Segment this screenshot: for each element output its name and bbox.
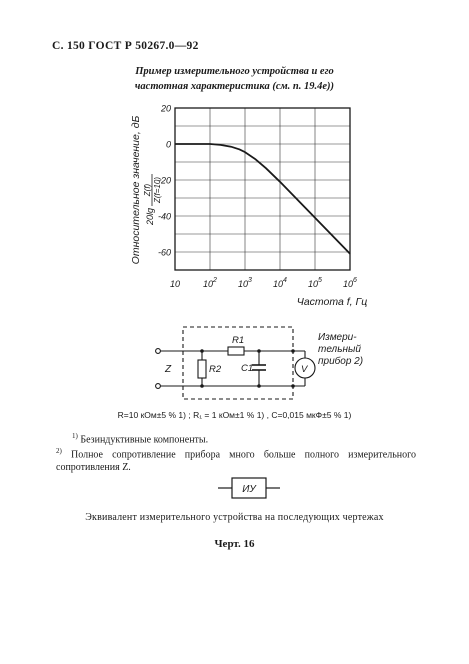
footnote-2-mark: 2) (56, 447, 62, 455)
equivalent-caption: Эквивалент измерительного устройства на последующих чертежах (85, 512, 384, 523)
y-tick-label: 20 (160, 103, 171, 114)
resistor-r2 (198, 360, 206, 378)
x-tick-label: $10^5$ (308, 277, 322, 289)
y-axis-label: Относительное значение, дБ (130, 115, 142, 265)
label-z: Z (165, 364, 172, 375)
figure-title-line-1: Пример измерительного устройства и его (135, 66, 334, 77)
footnote-1-mark: 1) (72, 432, 78, 440)
label-c1: C1 (241, 363, 254, 374)
x-tick-label: $10^6$ (343, 277, 357, 289)
x-tick-label: 10 (169, 279, 181, 289)
page-header: С. 150 ГОСТ Р 50267.0—92 (52, 40, 199, 52)
x-tick-label: $10^4$ (273, 277, 287, 289)
x-axis-label: Частота f, Гц (296, 296, 368, 308)
label-v: V (301, 364, 308, 375)
footnote-1-text: Безиндуктивные компоненты. (80, 434, 209, 446)
plot-frame (175, 108, 350, 270)
y-tick-label: -60 (157, 247, 171, 258)
x-tick-label: $10^3$ (238, 277, 252, 289)
label-r2: R2 (209, 364, 222, 375)
input-terminal-bottom (156, 384, 161, 389)
resistor-r1 (228, 347, 244, 355)
device-label-line-1: Измери- (318, 332, 357, 343)
label-r1: R1 (232, 335, 245, 346)
y-tick-label: 0 (165, 139, 171, 150)
equivalent-symbol-label: ИУ (242, 484, 256, 495)
figure-title-line-2: частотная характеристика (см. п. 19.4е)) (134, 81, 335, 92)
chart-grid (175, 108, 350, 270)
figure-number: Черт. 16 (214, 538, 255, 550)
y-tick-label: -20 (157, 175, 171, 186)
frequency-response-chart (0, 0, 469, 330)
y-tick-label: -40 (157, 211, 171, 222)
x-tick-label: $10^2$ (203, 277, 217, 289)
circuit-diagram (0, 315, 469, 410)
component-parameters: R=10 кОм±5 % 1) ; R₁ = 1 кОм±1 % 1) , C=0,015 мкФ±5 % 1) (117, 410, 352, 420)
device-label-line-2: тельный (318, 344, 361, 355)
x-tick-labels (170, 277, 357, 289)
footnote-1 (72, 432, 208, 445)
y-axis-formula-prefix: 20lg (145, 208, 155, 226)
y-axis-formula-denominator: Z(f=10) (153, 176, 162, 204)
input-terminal-top (156, 349, 161, 354)
y-axis-formula-numerator: Z(f) (143, 183, 152, 197)
footnote-2-text: Полное сопротивление прибора много больше полного измерительного сопротивления Z. (56, 449, 416, 474)
device-label-line-3: прибор 2) (318, 356, 364, 367)
response-curve (175, 144, 350, 254)
equivalent-symbol (0, 470, 469, 506)
